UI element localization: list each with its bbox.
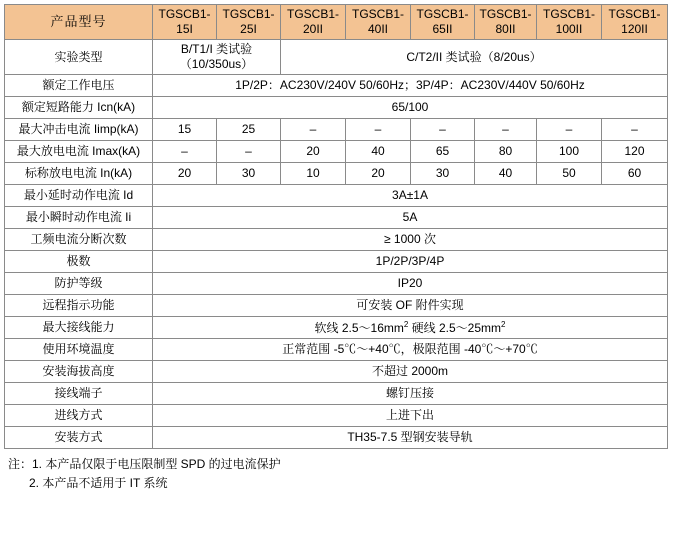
table-row	[5, 427, 668, 449]
row-label: 防护等级	[5, 273, 153, 295]
row-value-col-1: –	[153, 141, 217, 163]
row-value-col-5: –	[411, 119, 475, 141]
row-value: 5A	[153, 207, 668, 229]
row-value: ≥ 1000 次	[153, 229, 668, 251]
table-row	[5, 251, 668, 273]
row-value-col-5: 65	[411, 141, 475, 163]
row-value-col-2: 25	[217, 119, 281, 141]
row-label: 安装方式	[5, 427, 153, 449]
table-row	[5, 75, 668, 97]
row-value: 不超过 2000m	[153, 361, 668, 383]
row-label: 接线端子	[5, 383, 153, 405]
row-label: 最小瞬时动作电流 Ii	[5, 207, 153, 229]
row-label: 额定工作电压	[5, 75, 153, 97]
table-row	[5, 383, 668, 405]
row-value-left: B/T1/I 类试验 （10/350us）	[153, 40, 281, 75]
table-row	[5, 295, 668, 317]
table-row	[5, 141, 668, 163]
row-value: 上进下出	[153, 405, 668, 427]
row-value-col-3: –	[281, 119, 346, 141]
row-value: 软线 $2.5\sim 16mm^2$ 硬线 $2.5\sim 25mm^2$	[153, 317, 668, 339]
row-label: 使用环境温度	[5, 339, 153, 361]
row-value-col-6: 80	[475, 141, 537, 163]
row-label: 进线方式	[5, 405, 153, 427]
notes-block	[8, 455, 667, 492]
header-model-4: TGSCB1- 40II	[346, 5, 411, 40]
row-label: 工频电流分断次数	[5, 229, 153, 251]
row-value-col-8: 120	[602, 141, 668, 163]
row-value-col-2: –	[217, 141, 281, 163]
row-label: 安装海拔高度	[5, 361, 153, 383]
product-spec-table	[4, 4, 668, 449]
row-value-col-6: 40	[475, 163, 537, 185]
row-label: 额定短路能力 Icn(kA)	[5, 97, 153, 119]
row-value: 1P/2P：AC230V/240V 50/60Hz；3P/4P：AC230V/440V 50/60Hz	[153, 75, 668, 97]
row-label: 最大冲击电流 Iimp(kA)	[5, 119, 153, 141]
table-row	[5, 185, 668, 207]
row-value-col-7: –	[537, 119, 602, 141]
table-row	[5, 317, 668, 339]
row-value: 螺钉压接	[153, 383, 668, 405]
table-row	[5, 405, 668, 427]
row-value-col-8: –	[602, 119, 668, 141]
row-value: 1P/2P/3P/4P	[153, 251, 668, 273]
table-row	[5, 273, 668, 295]
header-model-2: TGSCB1- 25I	[217, 5, 281, 40]
header-model-8: TGSCB1- 120II	[602, 5, 668, 40]
note-line-2: 2. 本产品不适用于 IT 系统	[29, 475, 168, 490]
row-label: 最大放电电流 Imax(kA)	[5, 141, 153, 163]
row-value-col-5: 30	[411, 163, 475, 185]
table-row	[5, 361, 668, 383]
table-row	[5, 339, 668, 361]
row-value: 可安装 OF 附件实现	[153, 295, 668, 317]
row-value-col-7: 100	[537, 141, 602, 163]
row-value: IP20	[153, 273, 668, 295]
row-value-col-4: 20	[346, 163, 411, 185]
row-value-right: C/T2/II 类试验（8/20us）	[281, 40, 668, 75]
row-value-col-1: 20	[153, 163, 217, 185]
row-value-col-7: 50	[537, 163, 602, 185]
header-product-model: 产品型号	[5, 5, 153, 40]
row-label: 远程指示功能	[5, 295, 153, 317]
table-row	[5, 163, 668, 185]
row-label: 实验类型	[5, 40, 153, 75]
row-value-col-4: –	[346, 119, 411, 141]
header-model-6: TGSCB1- 80II	[475, 5, 537, 40]
row-value-col-2: 30	[217, 163, 281, 185]
table-head	[5, 5, 668, 40]
row-value-col-6: –	[475, 119, 537, 141]
note-line-1: 注：1. 本产品仅限于电压限制型 SPD 的过电流保护	[8, 457, 281, 471]
header-model-3: TGSCB1- 20II	[281, 5, 346, 40]
row-value-col-3: 20	[281, 141, 346, 163]
row-value: TH35-7.5 型钢安装导轨	[153, 427, 668, 449]
table-row	[5, 97, 668, 119]
row-value: 正常范围 -5℃～+40℃，极限范围 -40℃～+70℃	[153, 339, 668, 361]
row-value-col-3: 10	[281, 163, 346, 185]
table-row	[5, 229, 668, 251]
header-model-1: TGSCB1- 15I	[153, 5, 217, 40]
row-value-col-1: 15	[153, 119, 217, 141]
table-row	[5, 40, 668, 75]
row-value-col-8: 60	[602, 163, 668, 185]
table-body	[5, 40, 668, 449]
row-label: 最大接线能力	[5, 317, 153, 339]
table-row	[5, 207, 668, 229]
row-value: 3A±1A	[153, 185, 668, 207]
header-model-5: TGSCB1- 65II	[411, 5, 475, 40]
header-model-7: TGSCB1- 100II	[537, 5, 602, 40]
table-header-row	[5, 5, 668, 40]
row-value: 65/100	[153, 97, 668, 119]
row-label: 极数	[5, 251, 153, 273]
row-label: 最小延时动作电流 Id	[5, 185, 153, 207]
row-label: 标称放电电流 In(kA)	[5, 163, 153, 185]
table-row	[5, 119, 668, 141]
row-value-col-4: 40	[346, 141, 411, 163]
